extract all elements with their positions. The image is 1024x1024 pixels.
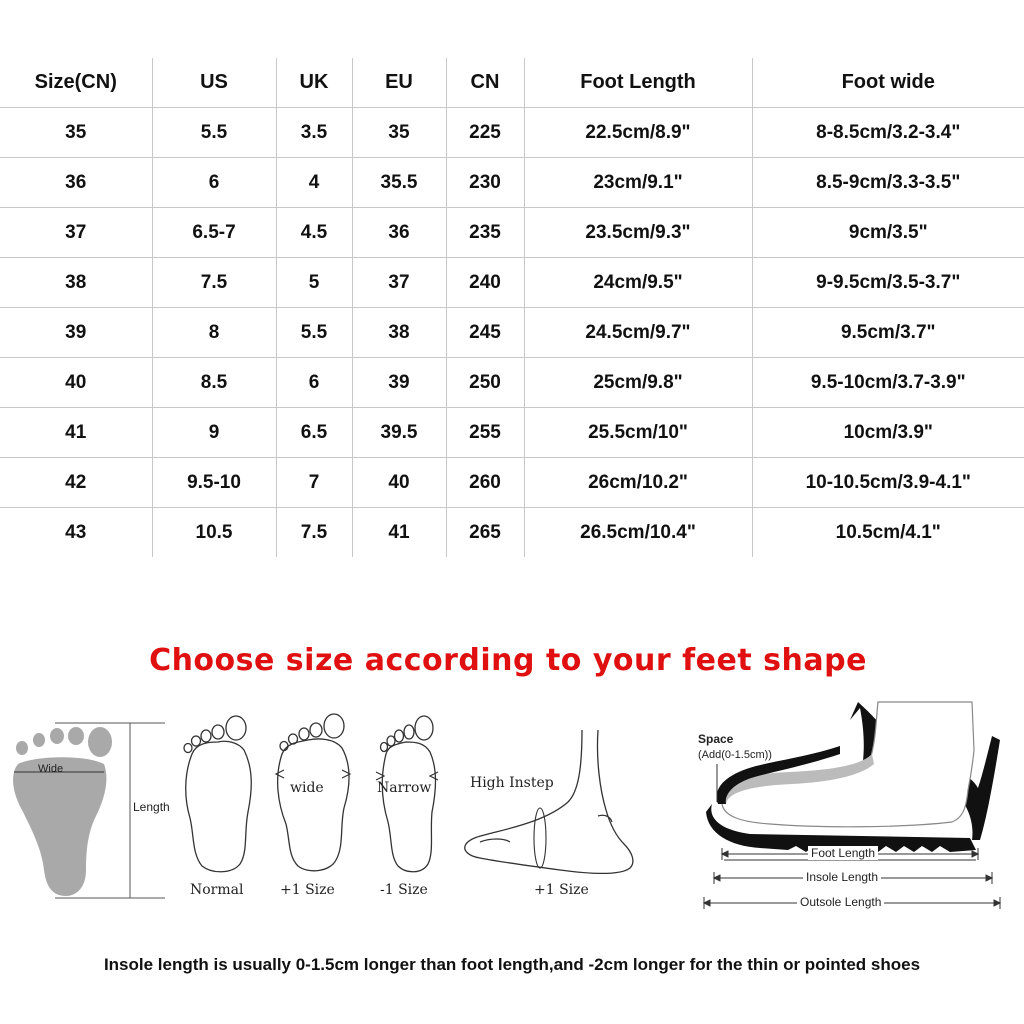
foot-length-label: Foot Length: [808, 846, 878, 860]
cell-cn: 235: [446, 208, 524, 258]
length-measure-label: Length: [133, 800, 170, 814]
cell-uk: 4: [276, 158, 352, 208]
table-header-row: [0, 58, 1024, 108]
header-foot-wide: Foot wide: [752, 58, 1024, 108]
space-pointer-line: [712, 764, 722, 804]
cell-us: 5.5: [152, 108, 276, 158]
size-advice-headline: Choose size according to your feet shape: [149, 643, 867, 678]
table-row: [0, 158, 1024, 208]
cell-foot-length: 26cm/10.2": [524, 458, 752, 508]
cell-eu: 39.5: [352, 408, 446, 458]
cell-uk: 7.5: [276, 508, 352, 558]
normal-foot-icon: [178, 714, 258, 874]
cell-us: 8: [152, 308, 276, 358]
cell-cn: 255: [446, 408, 524, 458]
cell-size-cn: 43: [65, 521, 87, 543]
cell-eu: 38: [352, 308, 446, 358]
space-note-label: (Add(0-1.5cm)): [698, 749, 772, 761]
high-instep-foot-icon: [460, 730, 660, 880]
cell-size-cn: 39: [65, 321, 87, 343]
cell-uk: 5.5: [276, 308, 352, 358]
header-us: US: [152, 58, 276, 108]
cell-cn: 240: [446, 258, 524, 308]
outsole-length-label: Outsole Length: [797, 895, 884, 909]
cell-foot-wide: 10.5cm/4.1": [752, 508, 1024, 558]
header-uk: UK: [276, 58, 352, 108]
table-row: [0, 508, 1024, 558]
cell-cn: 245: [446, 308, 524, 358]
cell-cn: 225: [446, 108, 524, 158]
cell-foot-length: 26.5cm/10.4": [524, 508, 752, 558]
header-cn: CN: [446, 58, 524, 108]
table-row: [0, 108, 1024, 158]
table-row: [0, 308, 1024, 358]
header-foot-length: Foot Length: [524, 58, 752, 108]
cell-foot-wide: 9.5-10cm/3.7-3.9": [752, 358, 1024, 408]
high-instep-label: High Instep: [470, 775, 554, 791]
header-eu: EU: [352, 58, 446, 108]
cell-eu: 36: [352, 208, 446, 258]
table-row: [0, 408, 1024, 458]
insole-length-footnote: Insole length is usually 0-1.5cm longer than foot length,and -2cm longer for the thin or pointed shoes: [103, 955, 921, 974]
cell-foot-wide: 9-9.5cm/3.5-3.7": [752, 258, 1024, 308]
table-row: [0, 458, 1024, 508]
size-chart-table: [0, 58, 1024, 557]
cell-us: 6: [152, 158, 276, 208]
cell-eu: 39: [352, 358, 446, 408]
cell-cn: 265: [446, 508, 524, 558]
cell-eu: 35: [352, 108, 446, 158]
cell-size-cn: 41: [65, 421, 87, 443]
wide-foot-size-label: +1 Size: [280, 882, 335, 898]
cell-eu: 40: [352, 458, 446, 508]
cell-eu: 41: [352, 508, 446, 558]
table-row: [0, 208, 1024, 258]
cell-foot-wide: 9cm/3.5": [752, 208, 1024, 258]
cell-foot-length: 24.5cm/9.7": [524, 308, 752, 358]
cell-eu: 37: [352, 258, 446, 308]
cell-uk: 6.5: [276, 408, 352, 458]
cell-foot-wide: 8-8.5cm/3.2-3.4": [752, 108, 1024, 158]
cell-eu: 35.5: [352, 158, 446, 208]
cell-foot-length: 23.5cm/9.3": [524, 208, 752, 258]
cell-cn: 260: [446, 458, 524, 508]
cell-uk: 5: [276, 258, 352, 308]
normal-foot-label: Normal: [190, 882, 244, 898]
cell-uk: 4.5: [276, 208, 352, 258]
insole-length-label: Insole Length: [803, 870, 881, 884]
narrow-foot-size-label: -1 Size: [380, 882, 428, 898]
cell-us: 6.5-7: [152, 208, 276, 258]
cell-size-cn: 38: [65, 271, 87, 293]
cell-foot-wide: 10cm/3.9": [752, 408, 1024, 458]
wide-foot-label: wide: [290, 780, 324, 796]
table-row: [0, 258, 1024, 308]
foot-shape-illustrations: [0, 690, 1024, 930]
high-instep-size-label: +1 Size: [534, 882, 589, 898]
cell-foot-wide: 8.5-9cm/3.3-3.5": [752, 158, 1024, 208]
cell-size-cn: 40: [65, 371, 87, 393]
cell-size-cn: 37: [65, 221, 87, 243]
cell-us: 10.5: [152, 508, 276, 558]
shoe-cross-section-icon: [700, 700, 1010, 870]
cell-us: 9: [152, 408, 276, 458]
cell-size-cn: 35: [65, 121, 87, 143]
cell-foot-length: 25cm/9.8": [524, 358, 752, 408]
cell-foot-length: 23cm/9.1": [524, 158, 752, 208]
cell-size-cn: 42: [65, 471, 87, 493]
wide-measure-label: Wide: [38, 763, 64, 775]
cell-size-cn: 36: [65, 171, 87, 193]
cell-us: 8.5: [152, 358, 276, 408]
cell-foot-wide: 10-10.5cm/3.9-4.1": [752, 458, 1024, 508]
cell-cn: 250: [446, 358, 524, 408]
cell-uk: 7: [276, 458, 352, 508]
cell-cn: 230: [446, 158, 524, 208]
cell-foot-wide: 9.5cm/3.7": [752, 308, 1024, 358]
cell-foot-length: 22.5cm/8.9": [524, 108, 752, 158]
space-title-label: Space: [698, 732, 734, 746]
cell-us: 7.5: [152, 258, 276, 308]
cell-foot-length: 25.5cm/10": [524, 408, 752, 458]
cell-us: 9.5-10: [152, 458, 276, 508]
header-size-cn: Size(CN): [34, 71, 117, 93]
cell-uk: 3.5: [276, 108, 352, 158]
cell-foot-length: 24cm/9.5": [524, 258, 752, 308]
cell-uk: 6: [276, 358, 352, 408]
narrow-foot-label: Narrow: [377, 780, 432, 796]
table-row: [0, 358, 1024, 408]
